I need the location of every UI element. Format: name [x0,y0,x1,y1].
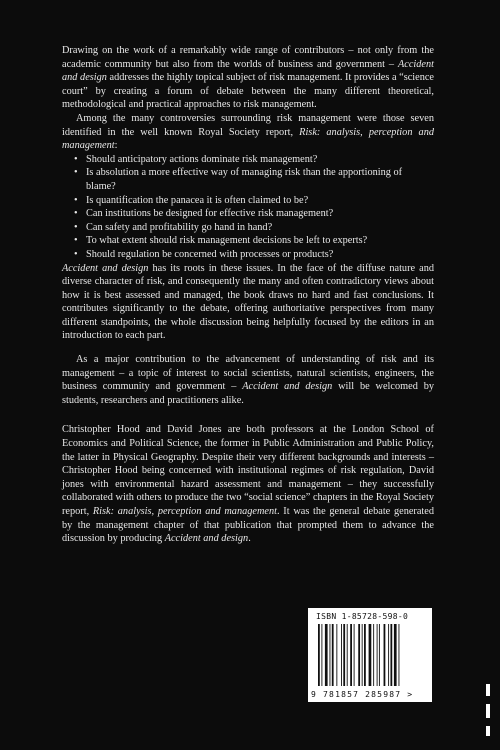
barcode-bar [373,624,374,686]
barcode-bar [399,624,400,686]
list-item: • To what extent should risk management decisions be left to experts? [74,234,434,248]
barcode-icon [318,624,426,686]
back-cover-text [62,44,434,546]
barcode-bar [318,624,320,686]
controversy-list [62,153,434,262]
barcode-bar [321,624,322,686]
barcode-bar [325,624,328,686]
list-item: • Can safety and profitability go hand in hand? [74,221,434,235]
blurb-paragraph-3: Accident and design has its roots in these issues. In the face of the diffuse nature and diverse character of risk, and consequently the many and often contradictory views about how it is best assessed and managed, the book draws no hard and fast conclusions. It contributes significantly to the debate, offering authoritative perspectives from many different standpoints, the whole discussion being helpfully focused by the editors in an introduction to each part. [62,262,434,342]
isbn-label: ISBN 1-85728-598-0 [316,612,409,621]
barcode-bar [377,624,378,686]
barcode-bar [388,624,389,686]
list-item: • Should regulation be concerned with processes or products? [74,248,434,262]
blurb-paragraph-4: As a major contribution to the advancement of understanding of risk and its management – a topic of interest to social scientists, natural scientists, engineers, the business community and government – Accident and design will be welcomed by students, researchers and practitioners alike. [62,354,435,406]
isbn-barcode [308,608,432,702]
barcode-bar [364,624,366,686]
list-item: • Is quantification the panacea it is often claimed to be? [74,194,434,208]
barcode-bar [341,624,342,686]
list-item: • Should anticipatory actions dominate risk management? [74,153,434,167]
edge-mark [486,684,490,696]
edge-mark [486,704,490,718]
barcode-bar [358,624,360,686]
author-bio: Christopher Hood and David Jones are both professors at the London School of Economics and Political Science, the former in Public Administration and Public Policy, the latter in Physical Geography. Despite their very different backgrounds and interests – Christopher Hood being concerned with institutional regimes of risk regulation, David jones with environmental hazard assessment and management – they successfully collaborated with others to produce the two “social science” chapters in the Royal Society report, Risk: analysis, perception and management. It was the general debate generated by the management chapter of that publication that prompted them to advance the discussion by producing Accident and design. [62,424,434,545]
barcode-bar [330,624,331,686]
barcode-bar [347,624,348,686]
barcode-bar [379,624,380,686]
barcode-bar [394,624,397,686]
barcode-bar [384,624,386,686]
barcode-bar [369,624,372,686]
barcode-bar [390,624,392,686]
blurb-paragraph-1: Drawing on the work of a remarkably wide range of contributors – not only from the academic community but also from the worlds of business and government – Accident and design addresses the highly topical subject of risk management. It provides a “science court” by creating a forum of debate between the many different theoretical, methodological and practical approaches to risk management. [62,45,435,111]
barcode-bar [350,624,352,686]
barcode-bar [332,624,334,686]
barcode-digits: 9 781857 285987 > [311,690,414,699]
blurb-paragraph-2: Among the many controversies surrounding risk management were those seven identified in the well known Royal Society report, Risk: analysis, perception and management: [62,112,434,152]
barcode-bar [354,624,355,686]
barcode-bar [336,624,337,686]
list-item: • Is absolution a more effective way of managing risk than the apportioning of blame? [74,166,434,193]
barcode-bar [362,624,363,686]
list-item: • Can institutions be designed for effective risk management? [74,207,434,221]
barcode-bar [343,624,345,686]
edge-mark [486,726,490,736]
